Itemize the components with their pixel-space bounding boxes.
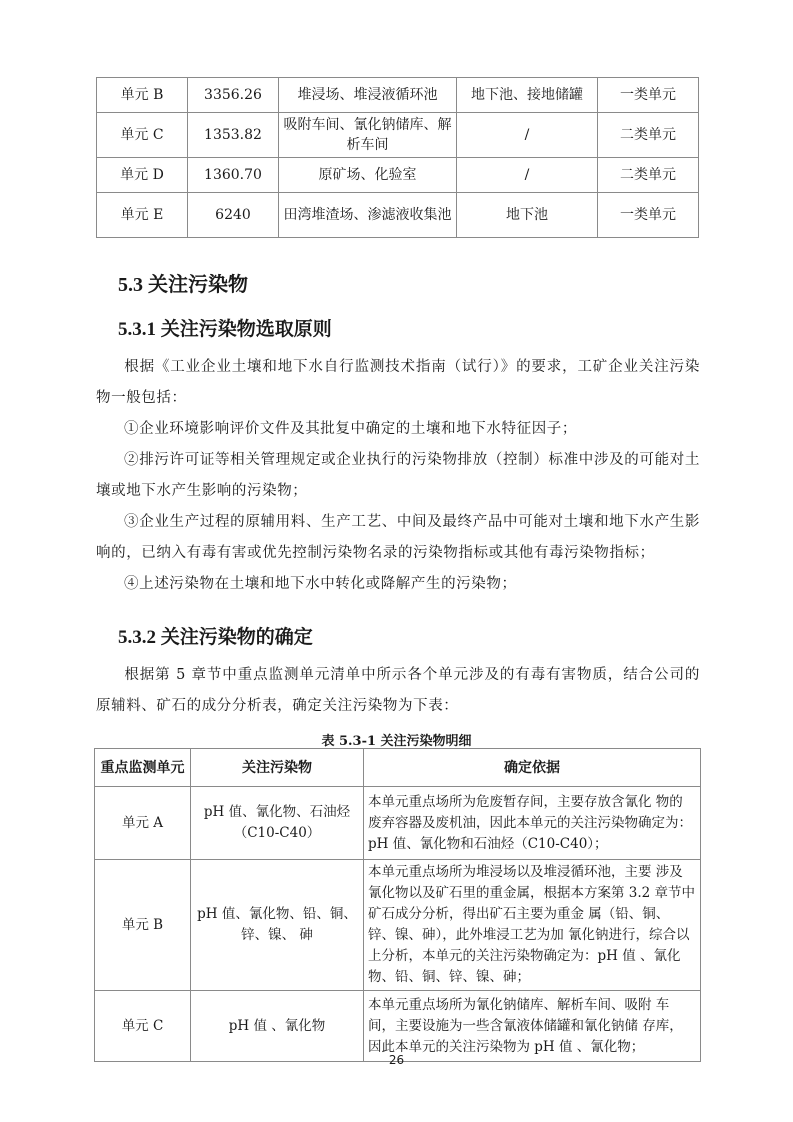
column-header: 确定依据 (364, 749, 701, 787)
paragraph-text: ③企业生产过程的原辅用料、生产工艺、中间及最终产品中可能对土壤和地下水产生影响的，已纳入有毒有害或优先控制污染物名录的污染物指标或其他有毒污染物指标； (96, 514, 700, 561)
underground-cell: 地下池 (457, 193, 598, 238)
paragraph-text: ①企业环境影响评价文件及其批复中确定的土壤和地下水特征因子； (124, 421, 577, 437)
facilities-cell: 田湾堆渣场、渗滤液收集池 (279, 193, 457, 238)
area-cell: 1353.82 (188, 113, 279, 158)
table-row (97, 158, 699, 193)
paragraph-determination-intro (96, 660, 700, 722)
page-number: 26 (388, 1053, 405, 1067)
category-cell: 二类单元 (598, 113, 699, 158)
pollutant-detail-table (94, 748, 701, 1062)
paragraph-text: 根据《工业企业土壤和地下水自行监测技术指南（试行）》的要求，工矿企业关注污染物一般包括： (96, 359, 700, 406)
table-row (95, 991, 701, 1062)
facilities-cell: 原矿场、化验室 (279, 158, 457, 193)
facilities-cell: 堆浸场、堆浸液循环池 (279, 78, 457, 113)
category-cell: 二类单元 (598, 158, 699, 193)
table-row (95, 787, 701, 860)
column-header: 关注污染物 (191, 749, 364, 787)
table-row (97, 113, 699, 158)
category-cell: 一类单元 (598, 193, 699, 238)
column-header: 重点监测单元 (95, 749, 191, 787)
basis-cell: 本单元重点场所为危废暂存间，主要存放含氰化 物的废弃容器及废机油，因此本单元的关注污染物确定为：pH 值、氰化物和石油烃（C10-C40）； (364, 787, 701, 860)
area-cell: 1360.70 (188, 158, 279, 193)
underground-cell: / (457, 113, 598, 158)
monitoring-unit-table (96, 77, 699, 238)
table-row (97, 78, 699, 113)
principle-item-4 (96, 569, 700, 600)
facilities-cell: 吸附车间、氰化钠储库、解析车间 (279, 113, 457, 158)
pollutants-cell: pH 值 、氰化物 (191, 991, 364, 1062)
table-header-row (95, 749, 701, 787)
unit-cell: 单元 A (95, 787, 191, 860)
underground-cell: 地下池、接地储罐 (457, 78, 598, 113)
table-caption: 表 5.3-1 关注污染物明细 (321, 734, 472, 749)
principle-item-3 (96, 507, 700, 569)
paragraph-text: ④上述污染物在土壤和地下水中转化或降解产生的污染物； (124, 576, 517, 592)
basis-cell: 本单元重点场所为堆浸场以及堆浸循环池，主要 涉及氰化物以及矿石里的重金属，根据本方案第 3.2 章节中矿石成分分析，得出矿石主要为重金 属（铅、铜、锌、镍、砷），此外堆浸工艺为加 氰化钠进行，综合以上分析，本单元的关注污染物确定为：pH 值 、氰化物、铅、铜、锌、镍、砷； (364, 860, 701, 991)
paragraph-text: ②排污许可证等相关管理规定或企业执行的污染物排放（控制）标准中涉及的可能对土壤或地下水产生影响的污染物； (96, 452, 700, 499)
unit-cell: 单元 B (97, 78, 188, 113)
area-cell: 6240 (188, 193, 279, 238)
principle-item-2 (96, 445, 700, 507)
pollutants-cell: pH 值、氰化物、石油烃（C10-C40） (191, 787, 364, 860)
subsection-heading-determination: 5.3.2 关注污染物的确定 (118, 627, 313, 648)
category-cell: 一类单元 (598, 78, 699, 113)
principle-item-1 (96, 414, 700, 445)
table-row (97, 193, 699, 238)
underground-cell: / (457, 158, 598, 193)
unit-cell: 单元 B (95, 860, 191, 991)
paragraph-intro (96, 352, 700, 414)
subsection-heading-selection-principle: 5.3.1 关注污染物选取原则 (118, 319, 332, 340)
unit-cell: 单元 D (97, 158, 188, 193)
paragraph-text: 根据第 5 章节中重点监测单元清单中所示各个单元涉及的有毒有害物质，结合公司的原辅料、矿石的成分分析表，确定关注污染物为下表： (96, 667, 700, 714)
unit-cell: 单元 C (97, 113, 188, 158)
unit-cell: 单元 E (97, 193, 188, 238)
area-cell: 3356.26 (188, 78, 279, 113)
table-row (95, 860, 701, 991)
unit-cell: 单元 C (95, 991, 191, 1062)
basis-cell: 本单元重点场所为氰化钠储库、解析车间、吸附 车间，主要设施为一些含氰液体储罐和氰化钠储 存库，因此本单元的关注污染物为 pH 值 、氰化物； (364, 991, 701, 1062)
pollutants-cell: pH 值、氰化物、铅、铜、锌、镍、 砷 (191, 860, 364, 991)
section-heading: 5.3 关注污染物 (118, 274, 248, 296)
